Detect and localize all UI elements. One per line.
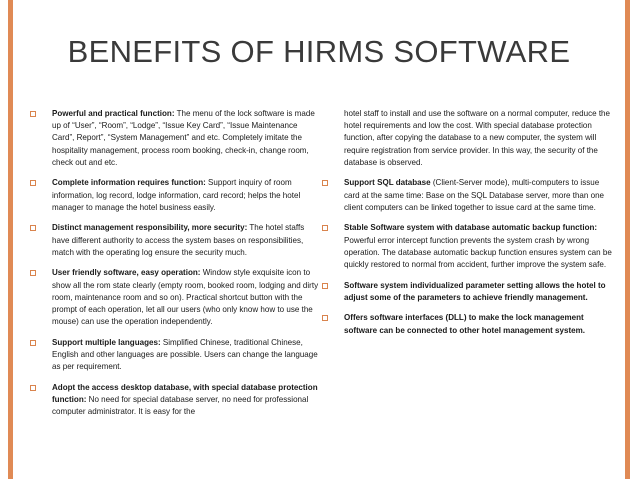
square-bullet-icon	[30, 385, 36, 391]
page-title: BENEFITS OF HIRMS SOFTWARE	[67, 34, 571, 69]
item-lead: Distinct management responsibility, more security:	[52, 223, 248, 233]
square-bullet-icon	[30, 270, 36, 276]
right-accent-bar	[625, 0, 630, 479]
item-lead: Stable Software system with database automatic backup function:	[344, 223, 598, 233]
item-text: The hotel staffs have different authority to access the system bases on responsibilities, match with the operating log ensure the security much.	[52, 223, 305, 257]
square-bullet-icon	[30, 111, 36, 117]
square-bullet-icon	[30, 180, 36, 186]
square-bullet-icon	[322, 283, 328, 289]
item-text: (Client-Server mode), multi-computers to issue card at the same time: Base on the SQL Database server, more than one client computers can be linked together to issue card at the same time.	[344, 178, 605, 212]
item-text: Powerful error intercept function prevents the system crash by wrong operation. The database automatic backup function ensures system can be quickly restored to normal from accident, further improve the system safe.	[344, 235, 612, 270]
list-item	[322, 312, 616, 336]
item-lead: Complete information requires function:	[52, 178, 206, 188]
item-lead: Powerful and practical function:	[52, 109, 175, 118]
left-accent-bar	[8, 0, 13, 479]
item-text: Window style exquisite icon to show all the rom state clearly (empty room, booked room, lodging and dirty room, maintenance room and so on). Practical shortcut button with the prompt of each operation, let all our users (who only know how to use the mouse) can use the operation independently.	[52, 268, 319, 327]
item-lead: Offers software interfaces (DLL) to make the lock management software can be connected to other hotel management system.	[344, 313, 586, 335]
item-lead: User friendly software, easy operation:	[52, 268, 201, 278]
square-bullet-icon	[30, 340, 36, 346]
square-bullet-icon	[322, 180, 328, 186]
list-item	[30, 267, 322, 328]
list-item	[322, 222, 616, 271]
list-item	[30, 222, 322, 259]
item-lead: Support SQL database	[344, 178, 431, 188]
list-item	[30, 337, 322, 374]
left-column	[30, 108, 322, 427]
list-item	[30, 382, 322, 419]
right-column	[322, 108, 616, 345]
list-item	[322, 280, 616, 304]
square-bullet-icon	[322, 315, 328, 321]
list-item	[30, 108, 322, 169]
item-lead: Software system individualized parameter setting allows the hotel to adjust some of the parameters to achieve friendly management.	[344, 280, 606, 302]
item-text: Support inquiry of room information, log record, lodge information, card record; helps the hotel manager to manage the hotel business easily.	[52, 178, 301, 212]
item-text: The menu of the lock software is made up of “User”, “Room”, “Lodge”, “Issue Key Card”, “Issue Maintenance Card”, Report”, “System Management” and etc. Completely imitate the hospitality management, process room booking, check-in, change room, check out and etc.	[52, 109, 315, 167]
item-text: Simplified Chinese, traditional Chinese, English and other languages are possible. Users can change the language as per requirement.	[52, 337, 318, 372]
item-text: No need for special database server, no need for professional computer administrator. It is easy for the	[52, 395, 309, 417]
square-bullet-icon	[30, 225, 36, 231]
item-lead: Support multiple languages:	[52, 337, 161, 347]
item-lead: Adopt the access desktop database, with special database protection function:	[52, 382, 318, 405]
square-bullet-icon	[322, 225, 328, 231]
list-item	[30, 177, 322, 214]
list-item	[322, 177, 616, 214]
list-item-continuation: hotel staff to install and use the software on a normal computer, reduce the hotel requirements and low the cost. With special database protection function, after copying the database to a new computer, the system will require registration from service provider. In this way, the security of the database is observed.	[344, 109, 611, 167]
